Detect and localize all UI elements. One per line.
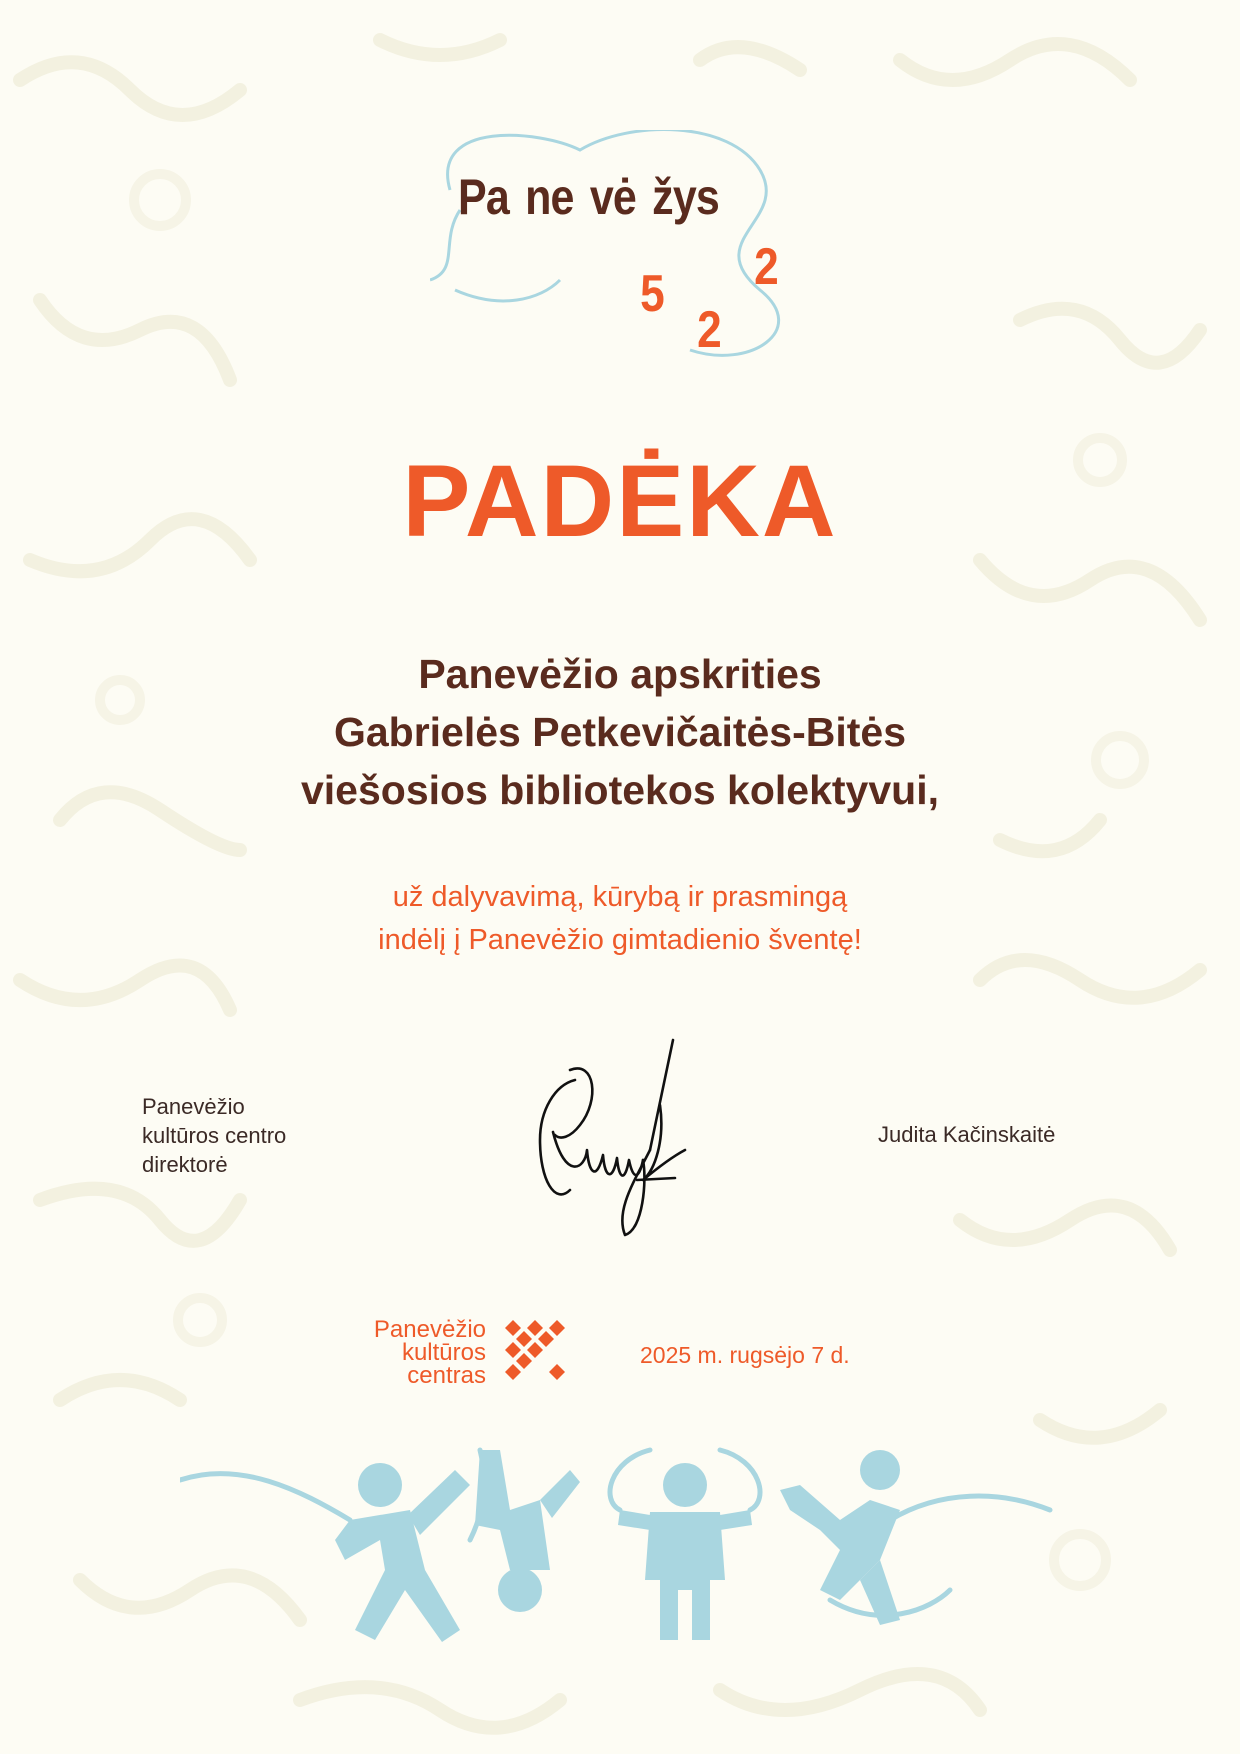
organization-logo-line: centras: [407, 1362, 486, 1389]
recipient-line: Panevėžio apskrities: [418, 651, 822, 697]
reason-line: už dalyvavimą, kūrybą ir prasmingą: [392, 881, 848, 913]
reason-line: indėlį į Panevėžio gimtadienio šventę!: [378, 924, 862, 956]
event-logo-number-2-low: 2: [697, 301, 722, 359]
signer-title-line: Panevėžio: [142, 1094, 245, 1119]
event-logo-title: Pa ne vė žys: [458, 169, 719, 225]
dancing-figures-illustration: [180, 1430, 1060, 1650]
event-logo-number-2-high: 2: [754, 238, 779, 296]
signer-title: [142, 1092, 286, 1179]
organization-logo-diamonds: [505, 1320, 571, 1386]
issue-date: 2025 m. rugsėjo 7 d.: [640, 1342, 850, 1368]
organization-logo-text: [340, 1318, 486, 1387]
reason-block: [0, 876, 1240, 962]
recipient-line: Gabrielės Petkevičaitės-Bitės: [333, 709, 907, 755]
event-logo-number-5: 5: [640, 265, 665, 323]
organization-logo-line: Panevėžio: [373, 1316, 486, 1343]
handwritten-signature: [525, 1030, 705, 1260]
signer-name: Judita Kačinskaitė: [878, 1122, 1056, 1147]
certificate-heading: PADĖKA: [402, 444, 838, 558]
signer-title-line: kultūros centro: [142, 1123, 287, 1148]
recipient-block: [0, 645, 1240, 819]
recipient-line: viešosios bibliotekos kolektyvui,: [300, 767, 939, 813]
signer-title-line: direktorė: [142, 1152, 228, 1177]
organization-logo-line: kultūros: [401, 1339, 486, 1366]
